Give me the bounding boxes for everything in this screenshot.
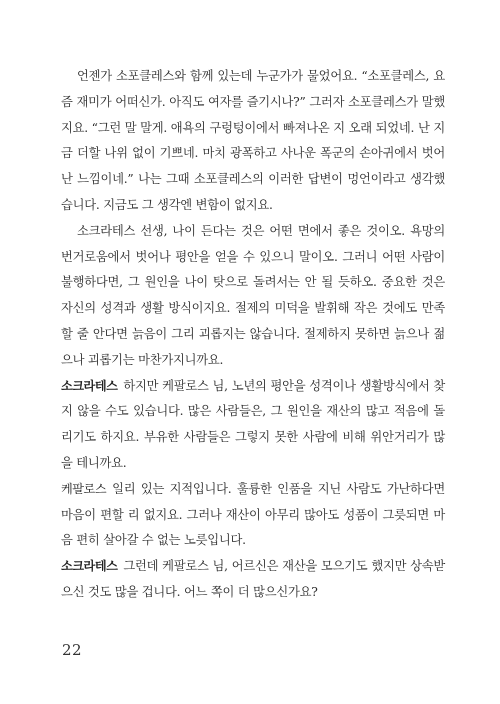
dialogue-paragraph (61, 477, 445, 554)
page-number: 22 (62, 641, 83, 659)
speaker-label: 소크라테스 (61, 559, 118, 574)
dialogue-paragraph (61, 374, 445, 477)
paragraph-text: 소크라테스 선생, 나이 든다는 것은 어떤 면에서 좋은 것이오. 욕망의 번거로움에서 벗어나 평안을 얻을 수 있으니 말이오. 그러니 어떤 사람이 불행하다면, 그 원인을 나이 탓으로 돌려서는 안 될 듯하오. 중요한 것은 자신의 성격과 생활 방식이지요. 절제의 미덕을 발휘해 작은 것에도 만족할 줄 안다면 늙음이 그리 괴롭지는 않습니다. 절제하지 못하면 늙으나 젊으나 괴롭기는 마찬가지니까요. (61, 223, 445, 367)
speaker-label: 소크라테스 (61, 378, 118, 393)
dialogue-text: 하지만 케팔로스 님, 노년의 평안을 성격이나 생활방식에서 찾지 않을 수도 있습니다. 많은 사람들은, 그 원인을 재산의 많고 적음에 돌리기도 하지요. 부유한 사람들은 그렇지 못한 사람에 비해 위안거리가 많을 테니까요. (61, 378, 445, 470)
paragraph (61, 219, 445, 374)
paragraph-text: 언젠가 소포클레스와 함께 있는데 누군가가 물었어요. “소포클레스, 요즘 재미가 어떠신가. 아직도 여자를 즐기시나?” 그러자 소포클레스가 말했지요. “그런 말 말게. 애욕의 구렁텅이에서 빠져나온 지 오래 되었네. 난 지금 더할 나위 없이 기쁘네. 마치 광폭하고 사나운 폭군의 손아귀에서 벗어난 느낌이네.” 나는 그때 소포클레스의 이러한 답변이 멍언이라고 생각했습니다. 지금도 그 생각엔 변함이 없지요. (61, 69, 445, 212)
dialogue-text: 일리 있는 지적입니다. 훌륭한 인품을 지닌 사람도 가난하다면 마음이 편할 리 없지요. 그러나 재산이 아무리 많아도 성품이 그릇되면 마음 편히 살아갈 수 없는 노릇입니다. (61, 481, 445, 548)
dialogue-text: 그런데 케팔로스 님, 어르신은 재산을 모으기도 했지만 상속받으신 것도 많을 겁니다. 어느 쪽이 더 많으신가요? (61, 559, 445, 599)
paragraph (61, 64, 445, 219)
speaker-label: 케팔로스 (61, 481, 107, 496)
body-text (61, 64, 445, 606)
dialogue-paragraph (61, 554, 445, 606)
